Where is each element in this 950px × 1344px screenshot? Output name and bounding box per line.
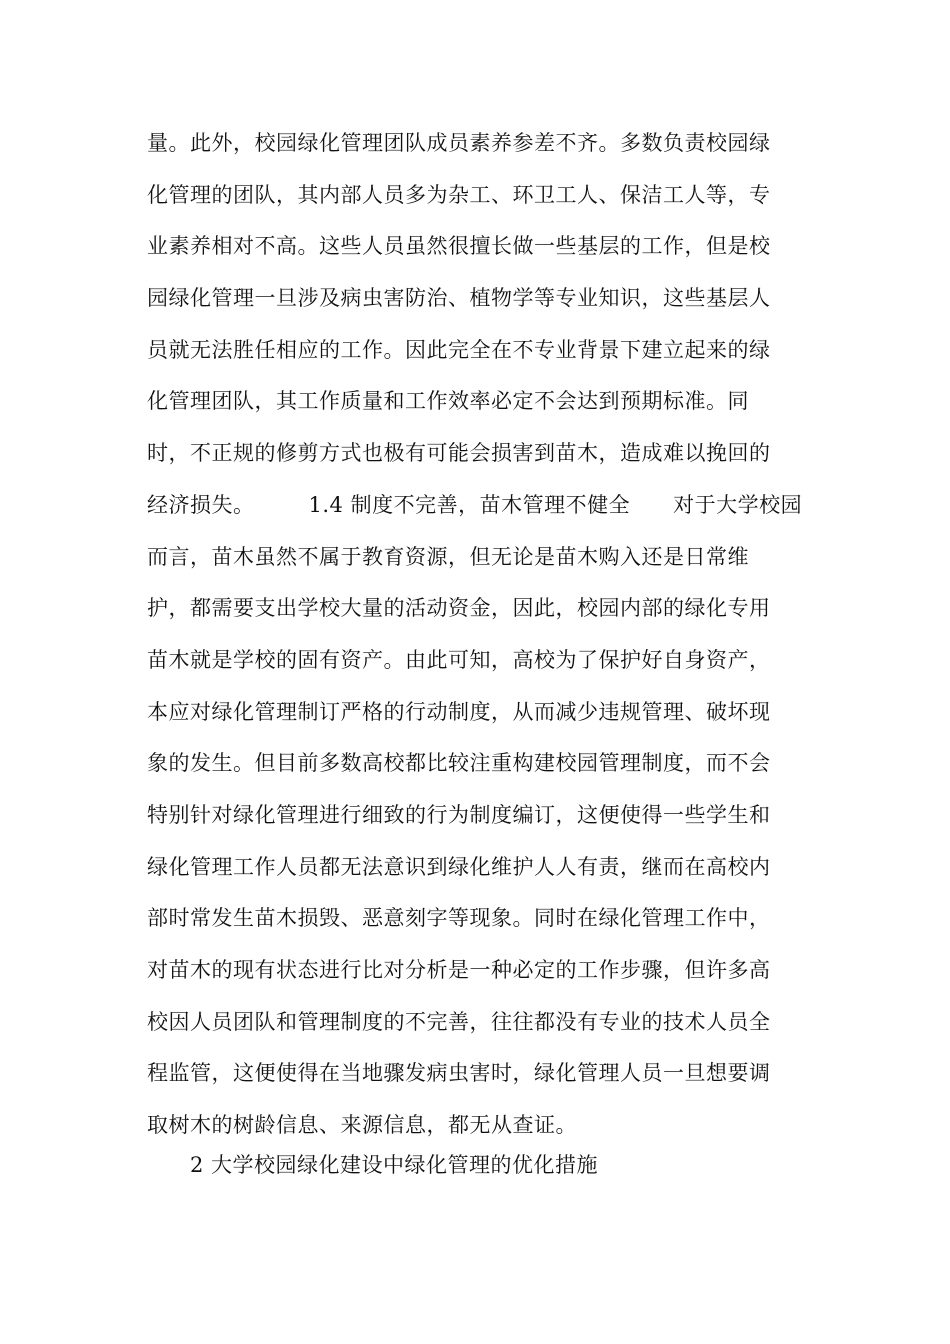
text-line: 绿化管理工作人员都无法意识到绿化维护人人有责，继而在高校内 xyxy=(147,854,771,879)
text-line: 本应对绿化管理制订严格的行动制度，从而减少违规管理、破坏现 xyxy=(147,699,771,724)
text-line: 取树木的树龄信息、来源信息，都无从查证。 xyxy=(147,1113,577,1138)
text-line: 化管理的团队，其内部人员多为杂工、环卫工人、保洁工人等，专 xyxy=(147,182,771,207)
text-line: 苗木就是学校的固有资产。由此可知，高校为了保护好自身资产， xyxy=(147,647,771,672)
text-line: 园绿化管理一旦涉及病虫害防治、植物学等专业知识，这些基层人 xyxy=(147,286,771,311)
text-line: 时，不正规的修剪方式也极有可能会损害到苗木，造成难以挽回的 xyxy=(147,441,771,466)
text-line: 部时常发生苗木损毁、恶意刻字等现象。同时在绿化管理工作中， xyxy=(147,906,771,931)
text-line: 象的发生。但目前多数高校都比较注重构建校园管理制度，而不会 xyxy=(147,751,771,776)
section-heading: 2 大学校园绿化建设中绿化管理的优化措施 xyxy=(190,1153,599,1177)
text-line: 量。此外，校园绿化管理团队成员素养参差不齐。多数负责校园绿 xyxy=(147,131,771,155)
text-line: 而言，苗木虽然不属于教育资源，但无论是苗木购入还是日常维 xyxy=(147,544,749,569)
text-line: 对苗木的现有状态进行比对分析是一种必定的工作步骤，但许多高 xyxy=(147,958,771,982)
text-line: 化管理团队，其工作质量和工作效率必定不会达到预期标准。同 xyxy=(147,389,749,414)
text-line: 程监管，这便使得在当地骤发病虫害时，绿化管理人员一旦想要调 xyxy=(147,1061,771,1086)
body-text xyxy=(147,118,807,1152)
text-line: 员就无法胜任相应的工作。因此完全在不专业背景下建立起来的绿 xyxy=(147,337,771,362)
text-line: 经济损失。 1.4 制度不完善，苗木管理不健全 对于大学校园 xyxy=(147,492,803,517)
text-line: 校因人员团队和管理制度的不完善，往往都没有专业的技术人员全 xyxy=(147,1009,771,1034)
text-line: 特别针对绿化管理进行细致的行为制度编订，这便使得一些学生和 xyxy=(147,802,771,827)
text-line: 业素养相对不高。这些人员虽然很擅长做一些基层的工作，但是校 xyxy=(147,234,771,259)
text-line: 护，都需要支出学校大量的活动资金，因此，校园内部的绿化专用 xyxy=(147,596,771,621)
